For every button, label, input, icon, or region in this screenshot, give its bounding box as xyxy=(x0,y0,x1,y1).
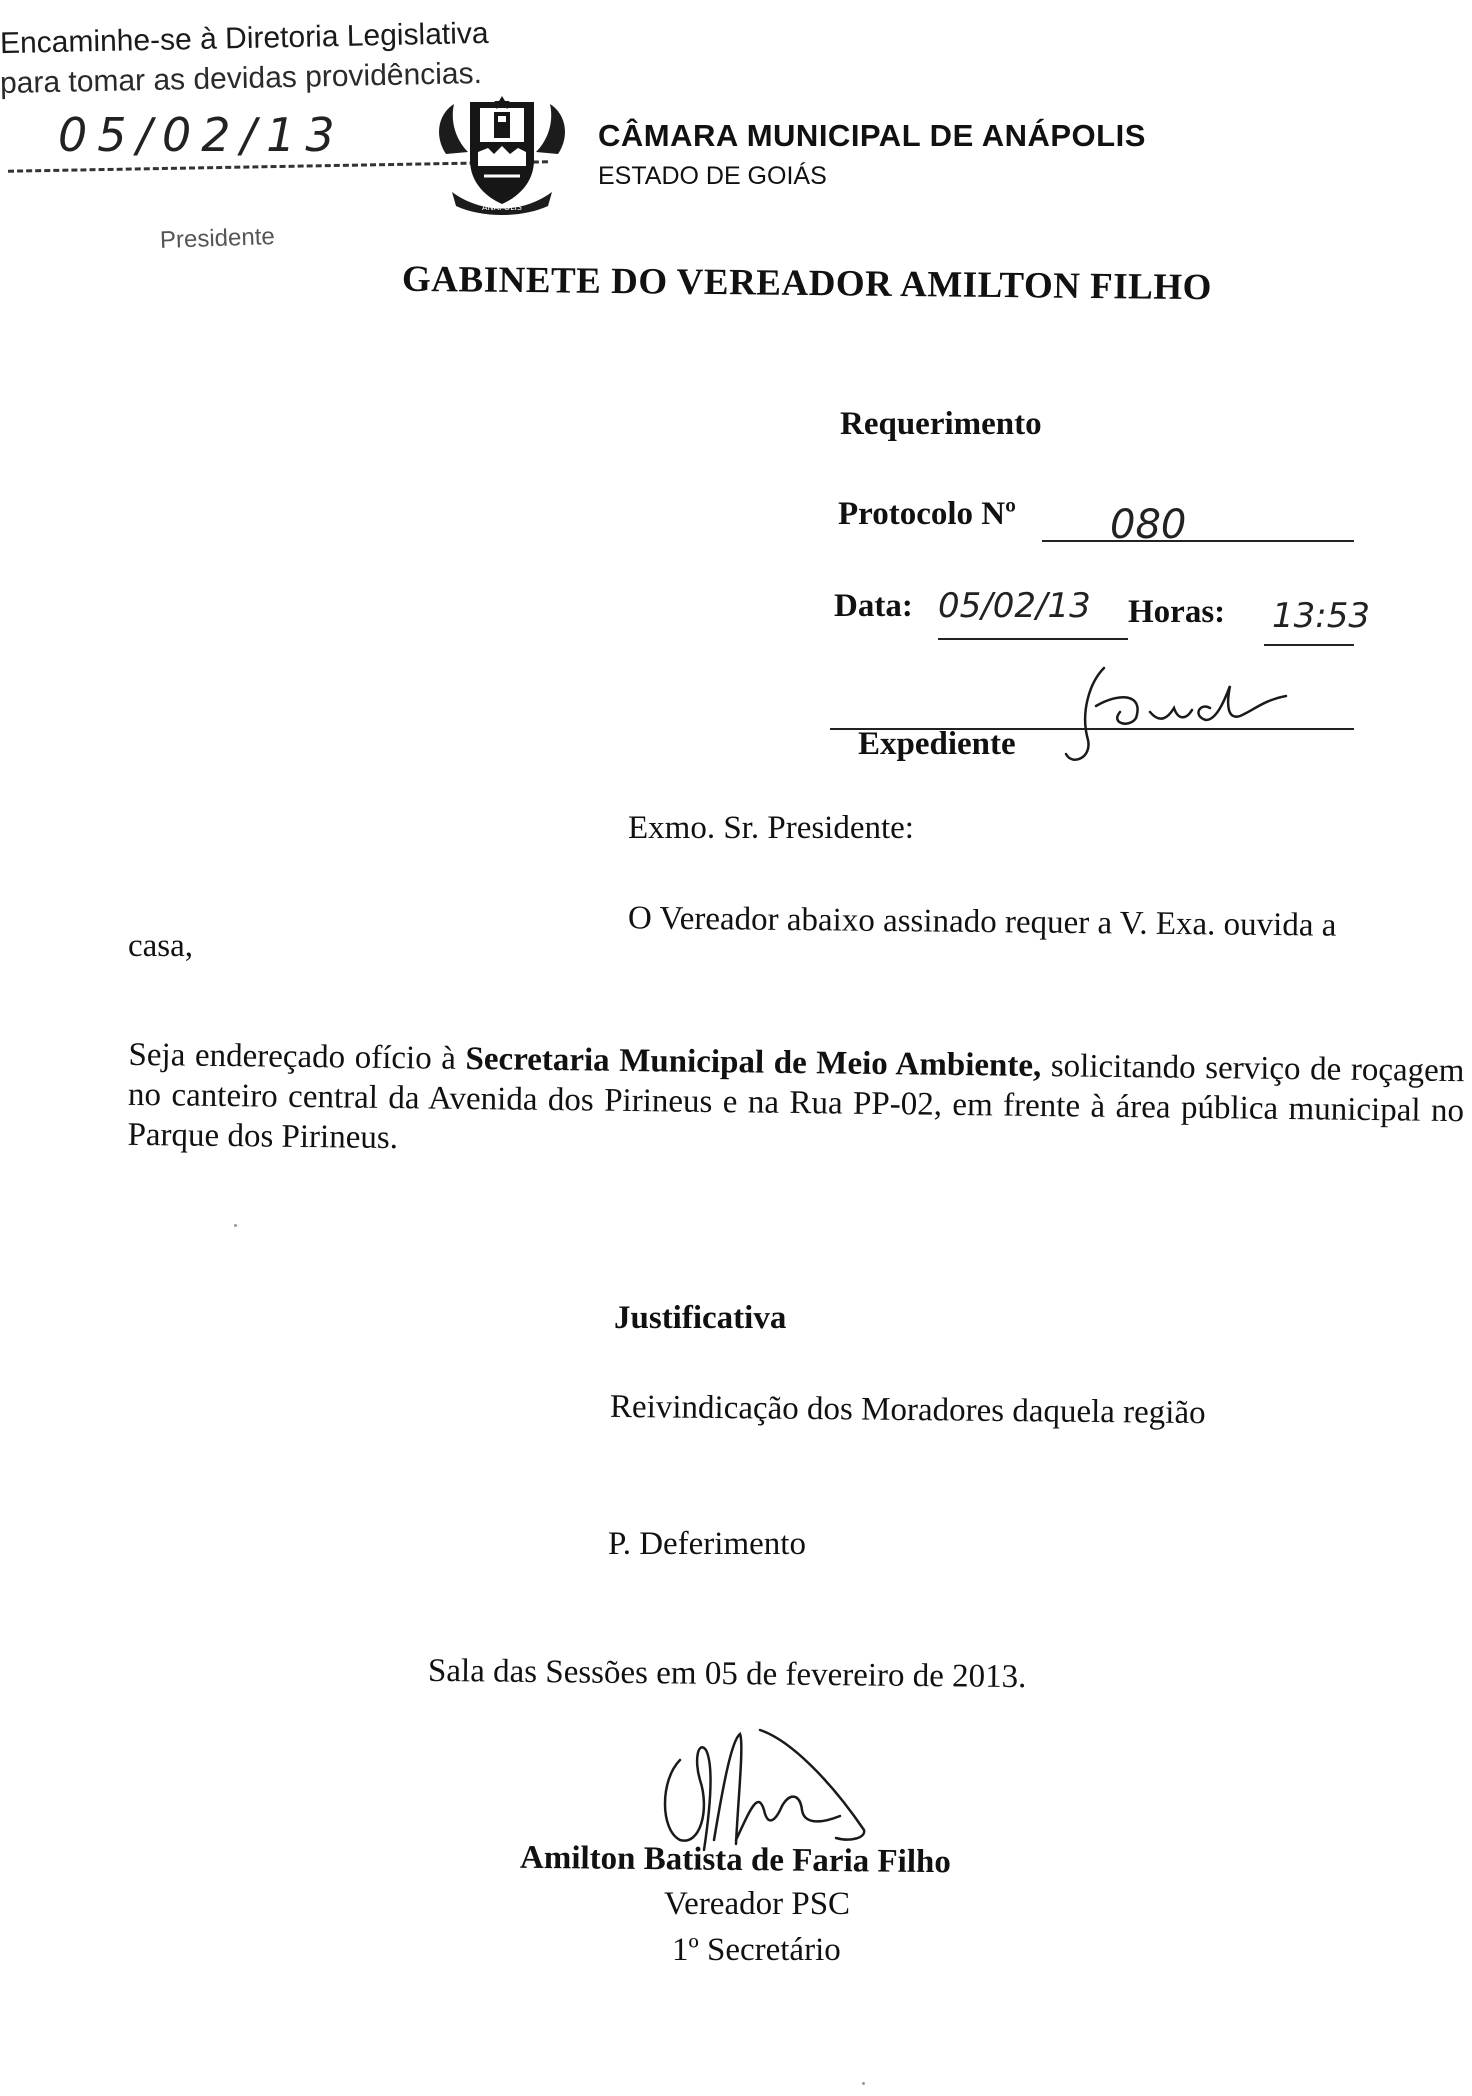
greeting: Exmo. Sr. Presidente: xyxy=(628,810,914,846)
scan-speck xyxy=(234,1224,237,1227)
routing-stamp-line-2: para tomar as devidas providências. xyxy=(0,56,483,101)
chamber-name: CÂMARA MUNICIPAL DE ANÁPOLIS xyxy=(598,118,1146,153)
signer-office: 1º Secretário xyxy=(672,1932,841,1968)
closing-phrase: P. Deferimento xyxy=(608,1526,806,1562)
routing-stamp-signer-title: Presidente xyxy=(159,223,276,254)
department-name: Secretaria Municipal de Meio Ambiente, xyxy=(465,1040,1042,1084)
date-underline xyxy=(938,638,1128,640)
signer-role: Vereador PSC xyxy=(664,1886,851,1922)
protocol-number: 080 xyxy=(1110,502,1187,548)
protocol-underline xyxy=(1042,540,1354,542)
routing-stamp-date: 05/02/13 xyxy=(58,108,345,162)
request-paragraph-end: solicitando serviço de roçagem no canteiro central da Avenida dos Pirineus e na Rua PP-02, em frente à área pública municipal no Parque dos Pirineus. xyxy=(127,1047,1465,1157)
hours-label: Horas: xyxy=(1128,594,1226,630)
date-value: 05/02/13 xyxy=(938,586,1091,626)
hours-value: 13:53 xyxy=(1272,596,1370,636)
date-label: Data: xyxy=(834,588,913,624)
dispatch-label: Expediente xyxy=(858,726,1016,762)
request-paragraph xyxy=(127,1035,1464,1171)
request-title: Requerimento xyxy=(840,406,1042,442)
request-intro-continuation: casa, xyxy=(128,928,194,964)
signer-name: Amilton Batista de Faria Filho xyxy=(519,1839,952,1881)
justification-heading: Justificativa xyxy=(614,1300,787,1336)
scan-speck xyxy=(862,2082,865,2085)
dispatch-initials-signature xyxy=(1050,662,1320,772)
request-paragraph-start: Seja endereçado ofício à xyxy=(128,1036,466,1077)
state-name: ESTADO DE GOIÁS xyxy=(598,162,827,190)
routing-stamp-line-1: Encaminhe-se à Diretoria Legislativa xyxy=(0,16,489,61)
municipal-coat-of-arms-icon xyxy=(432,96,572,216)
hours-underline xyxy=(1264,644,1354,646)
request-intro: O Vereador abaixo assinado requer a V. Exa. ouvida a xyxy=(627,900,1337,944)
cabinet-title: GABINETE DO VEREADOR AMILTON FILHO xyxy=(401,258,1213,309)
place-and-date: Sala das Sessões em 05 de fevereiro de 2013. xyxy=(427,1652,1027,1696)
crest-banner-text: ANÁPOLIS xyxy=(482,203,522,212)
justification-text: Reivindicação dos Moradores daquela região xyxy=(609,1388,1206,1432)
protocol-label: Protocolo Nº xyxy=(838,496,1016,532)
